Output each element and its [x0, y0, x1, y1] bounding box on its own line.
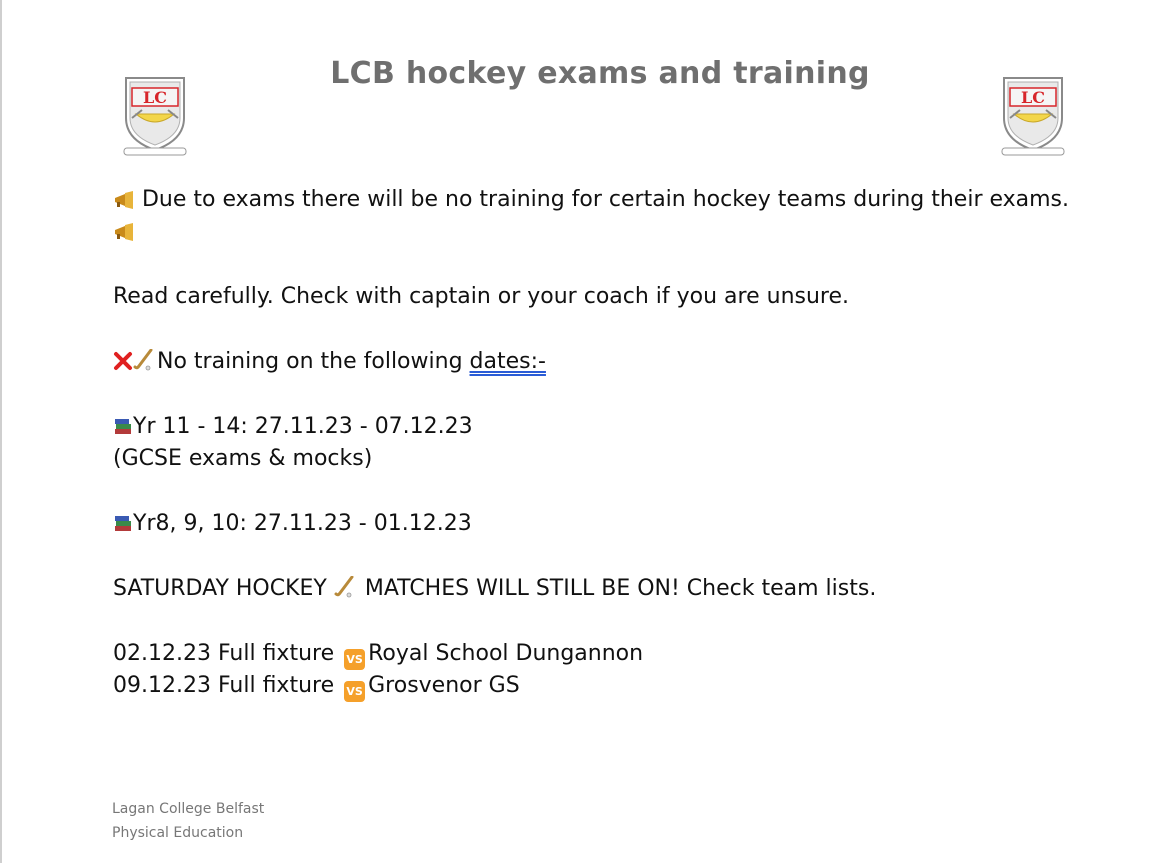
svg-text:LC: LC	[143, 88, 167, 107]
page-left-border	[0, 0, 2, 863]
yr11-note: (GCSE exams & mocks)	[113, 446, 373, 471]
megaphone-icon	[113, 223, 135, 241]
fixture-line: 09.12.23 Full fixture VS Grosvenor GS	[113, 670, 1113, 702]
yr8-line: Yr8, 9, 10: 27.11.23 - 01.12.23	[113, 508, 1113, 540]
books-icon	[113, 513, 133, 533]
footer-school: Lagan College Belfast	[112, 801, 265, 817]
school-crest-right	[998, 74, 1068, 158]
read-carefully-line: Read carefully. Check with captain or your coach if you are unsure.	[113, 284, 850, 309]
books-icon	[113, 416, 133, 436]
yr11-line: Yr 11 - 14: 27.11.23 - 07.12.23	[113, 411, 1113, 443]
page-title: LCB hockey exams and training	[330, 56, 870, 91]
school-crest-left	[120, 74, 190, 158]
saturday-line: SATURDAY HOCKEY MATCHES WILL STILL BE ON! Check team lists.	[113, 576, 877, 601]
intro-line: Due to exams there will be no training for certain hockey teams during their exams.	[113, 184, 1113, 216]
dates-word: dates:-	[469, 349, 546, 374]
no-training-line: No training on the following dates:-	[113, 346, 1113, 378]
footer	[112, 797, 264, 845]
footer-department: Physical Education	[112, 825, 244, 841]
hockey-stick-icon	[133, 349, 157, 371]
intro-line-trailing-emoji	[113, 216, 1113, 248]
hockey-stick-icon	[334, 576, 358, 598]
fixture-line: 02.12.23 Full fixture VS Royal School Dungannon	[113, 638, 1113, 670]
vs-badge-icon: VS	[344, 649, 365, 670]
megaphone-icon	[113, 191, 135, 209]
vs-badge-icon: VS	[344, 681, 365, 702]
cross-mark-icon	[113, 351, 133, 371]
notice-body	[113, 184, 1113, 702]
svg-text:LC: LC	[1021, 88, 1045, 107]
